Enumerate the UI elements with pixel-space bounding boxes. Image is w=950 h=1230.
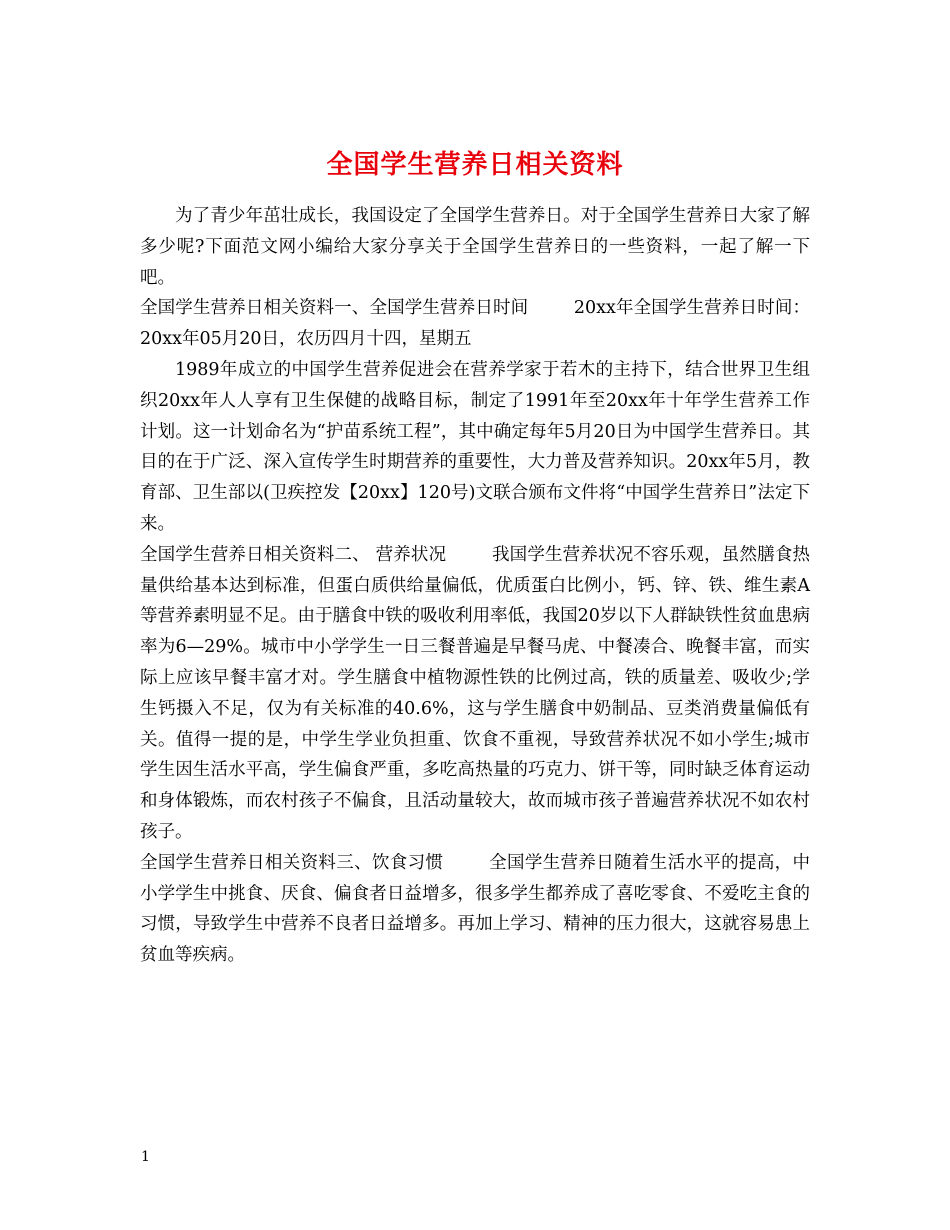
intro-text: 为了青少年茁壮成长，我国设定了全国学生营养日。对于全国学生营养日大家了解多少呢?下面范文网小编给大家分享关于全国学生营养日的一些资料，一起了解一下吧。: [140, 206, 810, 288]
document-title: 全国学生营养日相关资料: [326, 150, 624, 181]
document-body: [140, 201, 810, 971]
section-3-heading: 全国学生营养日相关资料三、饮食习惯: [140, 852, 444, 873]
section-1-heading: 全国学生营养日相关资料一、全国学生营养日时间: [140, 298, 529, 319]
section-1-text: 20xx年全国学生营养日时间：20xx年05月20日，农历四月十四，星期五: [140, 298, 810, 350]
section-2-heading: 全国学生营养日相关资料二、 营养状况: [140, 544, 447, 565]
history-paragraph: [140, 355, 810, 540]
section-1-paragraph: [140, 293, 810, 355]
section-2-text: 我国学生营养状况不容乐观，虽然膳食热量供给基本达到标准，但蛋白质供给量偏低，优质蛋白比例小，钙、锌、铁、维生素A等营养素明显不足。由于膳食中铁的吸收利用率低，我国20岁以下人群缺铁性贫血患病率为6—29%。城市中小学学生一日三餐普遍是早餐马虎、中餐凑合、晚餐丰富，而实际上应该早餐丰富才对。学生膳食中植物源性铁的比例过高，铁的质量差、吸收少;学生钙摄入不足，仅为有关标准的40.6%，这与学生膳食中奶制品、豆类消费量偏低有关。值得一提的是，中学生学业负担重、饮食不重视，导致营养状况不如小学生;城市学生因生活水平高，学生偏食严重，多吃高热量的巧克力、饼干等，同时缺乏体育运动和身体锻炼，而农村孩子不偏食，且活动量较大，故而城市孩子普遍营养状况不如农村孩子。: [140, 544, 810, 842]
intro-paragraph: [140, 201, 810, 293]
history-text: 1989年成立的中国学生营养促进会在营养学家于若木的主持下，结合世界卫生组织20xx年人人享有卫生保健的战略目标，制定了1991年至20xx年十年学生营养工作计划。这一计划命名为“护苗系统工程”，其中确定每年5月20日为中国学生营养日。其目的在于广泛、深入宣传学生时期营养的重要性，大力普及营养知识。20xx年5月，教育部、卫生部以(卫疾控发【20xx】120号)文联合颁布文件将“中国学生营养日”法定下来。: [140, 359, 810, 534]
page-number: 1: [141, 1149, 150, 1165]
section-3-paragraph: [140, 848, 810, 971]
section-3-text: 全国学生营养日随着生活水平的提高，中小学学生中挑食、厌食、偏食者日益增多，很多学生都养成了喜吃零食、不爱吃主食的习惯，导致学生中营养不良者日益增多。再加上学习、精神的压力很大，这就容易患上贫血等疾病。: [140, 852, 810, 966]
section-2-paragraph: [140, 540, 810, 848]
